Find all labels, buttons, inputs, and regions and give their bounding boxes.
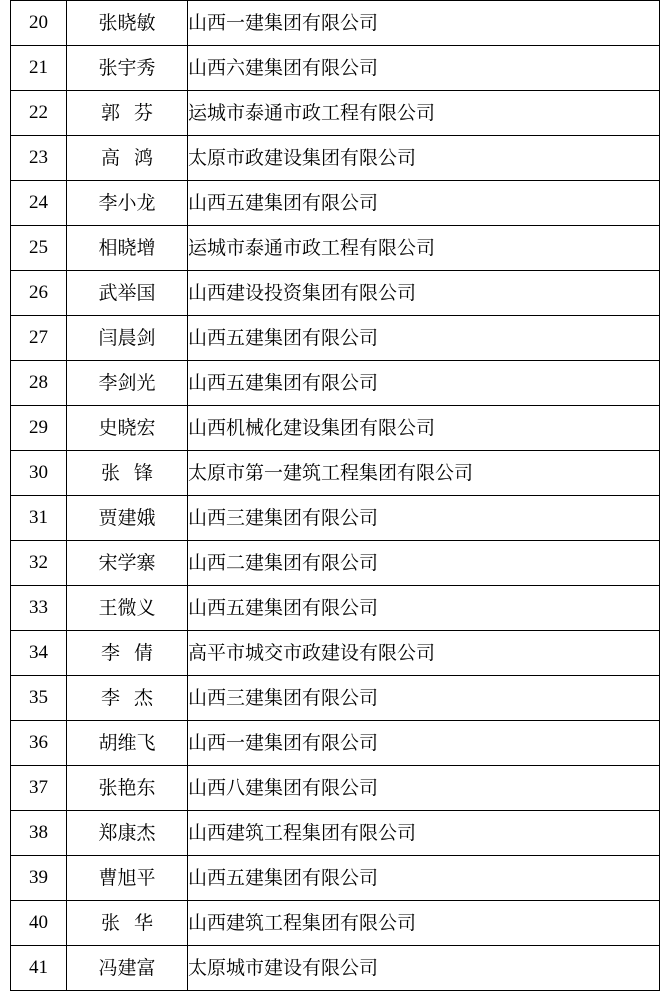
cell-name (67, 271, 188, 316)
personnel-table (10, 0, 660, 991)
cell-index: 24 (11, 181, 67, 226)
person-name: 郭芬 (100, 101, 167, 124)
cell-company: 山西一建集团有限公司 (188, 1, 660, 46)
person-name: 武举国 (98, 281, 156, 304)
table-row (11, 676, 660, 721)
cell-index: 20 (11, 1, 67, 46)
cell-company: 山西机械化建设集团有限公司 (188, 406, 660, 451)
table-body (11, 1, 660, 991)
cell-company: 山西五建集团有限公司 (188, 361, 660, 406)
cell-company: 山西三建集团有限公司 (188, 496, 660, 541)
table-row (11, 946, 660, 991)
cell-name (67, 1, 188, 46)
cell-company: 山西建筑工程集团有限公司 (188, 811, 660, 856)
cell-index: 39 (11, 856, 67, 901)
cell-name (67, 901, 188, 946)
cell-company: 太原市政建设集团有限公司 (188, 136, 660, 181)
cell-company: 运城市泰通市政工程有限公司 (188, 91, 660, 136)
cell-name (67, 766, 188, 811)
cell-name (67, 631, 188, 676)
table-row (11, 901, 660, 946)
person-name: 闫晨剑 (98, 326, 156, 349)
cell-index: 37 (11, 766, 67, 811)
table-row (11, 1, 660, 46)
person-name: 胡维飞 (98, 731, 156, 754)
table-row (11, 721, 660, 766)
table-row (11, 811, 660, 856)
table-row (11, 136, 660, 181)
cell-index: 21 (11, 46, 67, 91)
cell-index: 32 (11, 541, 67, 586)
cell-index: 30 (11, 451, 67, 496)
cell-name (67, 181, 188, 226)
cell-company: 运城市泰通市政工程有限公司 (188, 226, 660, 271)
table-row (11, 541, 660, 586)
cell-index: 38 (11, 811, 67, 856)
person-name: 李杰 (100, 686, 167, 709)
cell-name (67, 316, 188, 361)
cell-company: 太原市第一建筑工程集团有限公司 (188, 451, 660, 496)
person-name: 相晓增 (98, 236, 156, 259)
cell-index: 22 (11, 91, 67, 136)
cell-company: 山西一建集团有限公司 (188, 721, 660, 766)
person-name: 张晓敏 (98, 11, 156, 34)
person-name: 郑康杰 (98, 821, 156, 844)
person-name: 冯建富 (98, 956, 156, 979)
person-name: 张华 (100, 911, 167, 934)
cell-name (67, 406, 188, 451)
person-name: 曹旭平 (98, 866, 156, 889)
table-row (11, 406, 660, 451)
cell-name (67, 676, 188, 721)
cell-name (67, 496, 188, 541)
cell-index: 27 (11, 316, 67, 361)
cell-company: 山西八建集团有限公司 (188, 766, 660, 811)
table-row (11, 271, 660, 316)
cell-index: 26 (11, 271, 67, 316)
cell-company: 山西建设投资集团有限公司 (188, 271, 660, 316)
table-row (11, 226, 660, 271)
cell-name (67, 46, 188, 91)
cell-name (67, 811, 188, 856)
person-name: 李小龙 (98, 191, 156, 214)
person-name: 贾建娥 (98, 506, 156, 529)
cell-name (67, 91, 188, 136)
person-name: 李倩 (100, 641, 167, 664)
cell-name (67, 541, 188, 586)
table-row (11, 181, 660, 226)
cell-name (67, 946, 188, 991)
table-row (11, 316, 660, 361)
cell-company: 山西建筑工程集团有限公司 (188, 901, 660, 946)
cell-index: 23 (11, 136, 67, 181)
cell-name (67, 586, 188, 631)
cell-company: 山西五建集团有限公司 (188, 586, 660, 631)
cell-company: 山西六建集团有限公司 (188, 46, 660, 91)
person-name: 王微义 (98, 596, 156, 619)
cell-name (67, 856, 188, 901)
cell-company: 山西五建集团有限公司 (188, 316, 660, 361)
table-row (11, 91, 660, 136)
table-row (11, 361, 660, 406)
cell-index: 25 (11, 226, 67, 271)
cell-index: 31 (11, 496, 67, 541)
cell-company: 山西五建集团有限公司 (188, 181, 660, 226)
person-name: 张艳东 (98, 776, 156, 799)
cell-name (67, 136, 188, 181)
cell-index: 35 (11, 676, 67, 721)
table-row (11, 46, 660, 91)
person-name: 史晓宏 (98, 416, 156, 439)
person-name: 宋学寨 (98, 551, 156, 574)
cell-index: 28 (11, 361, 67, 406)
cell-index: 36 (11, 721, 67, 766)
cell-name (67, 226, 188, 271)
cell-company: 山西二建集团有限公司 (188, 541, 660, 586)
table-row (11, 766, 660, 811)
cell-index: 33 (11, 586, 67, 631)
table-row (11, 496, 660, 541)
cell-company: 高平市城交市政建设有限公司 (188, 631, 660, 676)
table-row (11, 586, 660, 631)
person-name: 张锋 (100, 461, 167, 484)
person-name: 李剑光 (98, 371, 156, 394)
cell-name (67, 361, 188, 406)
cell-company: 山西五建集团有限公司 (188, 856, 660, 901)
person-name: 高鸿 (100, 146, 167, 169)
table-row (11, 631, 660, 676)
person-name: 张宇秀 (98, 56, 156, 79)
cell-name (67, 451, 188, 496)
cell-name (67, 721, 188, 766)
table-row (11, 451, 660, 496)
cell-index: 34 (11, 631, 67, 676)
cell-company: 太原城市建设有限公司 (188, 946, 660, 991)
table-row (11, 856, 660, 901)
cell-index: 29 (11, 406, 67, 451)
cell-index: 41 (11, 946, 67, 991)
cell-company: 山西三建集团有限公司 (188, 676, 660, 721)
cell-index: 40 (11, 901, 67, 946)
